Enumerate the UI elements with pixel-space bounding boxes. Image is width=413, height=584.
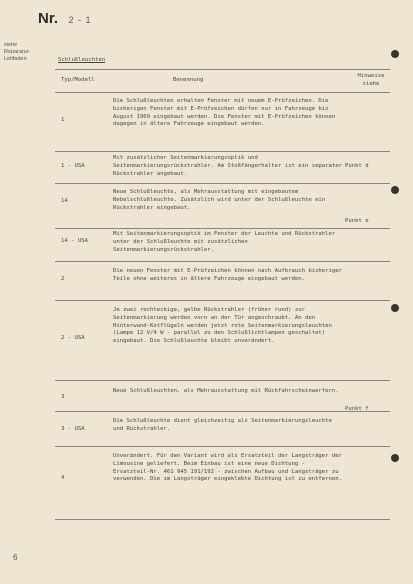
row-model: 1 - USA	[61, 163, 85, 169]
table-row	[55, 93, 390, 152]
row-model: 2	[61, 276, 65, 282]
row-description: Mit zusätzlicher Seitenmarkierungsoptik und Seitenmarkierungsrückstrahler. Am Stoßfängerhalter ist ein separater Rückstrahler angebaut.	[113, 155, 343, 177]
row-model: 1	[61, 117, 65, 123]
column-header-model: Typ/Modell	[61, 77, 95, 83]
row-description: Mit Seitenmarkierungsoptik im Fenster der Leuchte und Rückstrahler unter der Schlußleuchte mit zusätzlichen Seitenmarkierungsrückstrahler.	[113, 231, 336, 253]
column-header-description: Benennung	[173, 77, 204, 83]
row-reference: Punkt e	[345, 218, 369, 224]
sidebar-line: Reparatur-	[4, 49, 31, 55]
table-title: Schlußleuchten	[58, 57, 106, 63]
column-header-reference: Hinweise siehe	[357, 73, 385, 87]
row-description: Neue Schlußleuchten, als Mehrausstattung mit Rückfahrscheinwerfern.	[113, 388, 339, 394]
table-row	[55, 447, 390, 520]
punch-hole-icon	[391, 304, 399, 312]
row-model: 3	[61, 394, 65, 400]
table-row	[55, 412, 390, 447]
table-row	[55, 152, 390, 184]
punch-hole-icon	[391, 50, 399, 58]
row-reference: Punkt f	[345, 406, 369, 412]
document-number	[38, 10, 91, 28]
row-model: 14 - USA	[61, 238, 88, 244]
row-model: 3 - USA	[61, 426, 85, 432]
row-reference: Punkt d	[345, 163, 369, 169]
row-model: 2 - USA	[61, 335, 85, 341]
sidebar-line: Leitfaden	[4, 56, 27, 62]
row-description: Die Schlußleuchte dient gleichzeitig als Seitenmarkierungsleuchte und Rückstrahler.	[113, 418, 332, 432]
table-row	[55, 381, 390, 412]
sidebar-line: siehe	[4, 42, 18, 48]
table-row	[55, 301, 390, 381]
page-number: 6	[13, 553, 18, 562]
table-row	[55, 262, 390, 301]
number-value: 2 - 1	[68, 15, 92, 25]
table-row	[55, 229, 390, 262]
table-title-row	[55, 50, 390, 70]
punch-hole-icon	[391, 454, 399, 462]
parts-table	[55, 50, 390, 520]
row-description: Die Schlußleuchten erhalten Fenster mit neuem E-Prüfzeichen. Die bisherigen Fenster mit E-Prüfzeichen dürfen nur in Fahrzeuge bis August 1969 eingebaut werden. Die Fenster mit E-Prüfzeichen können dagegen in ältere Fahrzeuge eingebaut werden.	[113, 98, 336, 128]
table-header-row	[55, 70, 390, 93]
punch-hole-icon	[391, 186, 399, 194]
repair-guide-reference	[4, 42, 30, 63]
row-description: Die neuen Fenster mit E-Prüfzeichen können nach Aufbrauch bisheriger Teile ohne weiteres in ältere Fahrzeuge eingebaut werden.	[113, 268, 343, 282]
row-description: Je zwei rechteckige, gelbe Rückstrahler (früher rund) zur Seitenmarkierung werden vorn an der Tür angeschraubt. An den Hinterwand-Kotflügeln werden jetzt rote Seitenmarkierungsleuchten (Lampe 12 V/4 W - parallel zu den Schlußlichtlampen geschaltet) eingebaut. Die Schlußleuchte bleibt unverändert.	[113, 307, 332, 345]
number-label: Nr.	[38, 10, 59, 27]
row-model: 4	[61, 475, 65, 481]
row-model: 14	[61, 198, 68, 204]
row-description: Unverändert. Für den Variant wird als Ersatzteil der Langsträger der Limousine geliefert. Beim Einbau ist eine neue Dichtung - Ersatzteil-Nr. 461 945 191/192 - zwischen Aufbau und Langsträger zu verwenden. Die im Langsträger eingeklebte Dichtung ist zu entfernen.	[113, 453, 343, 483]
row-description: Neue Schlußleuchte, als Mehrausstattung mit eingebautem Nebelschlußleuchte. Zusätzlich wird unter der Schlußleuchte ein Rückstrahler eingebaut.	[113, 189, 326, 211]
table-row	[55, 184, 390, 229]
